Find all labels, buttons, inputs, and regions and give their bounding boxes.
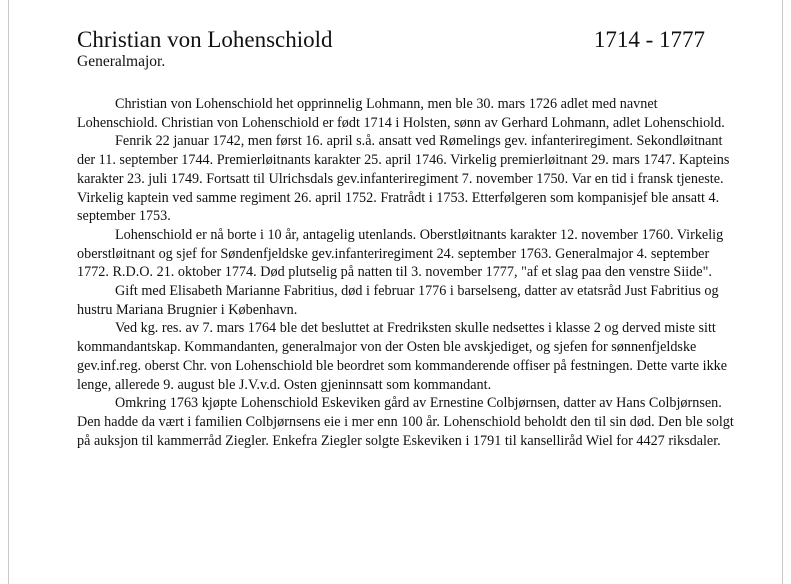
paragraph-marriage: Gift med Elisabeth Marianne Fabritius, død i februar 1776 i barselseng, datter av etatsråd Just Fabritius og hustru Mariana Brugnier i København. (77, 283, 719, 318)
life-years: 1714 - 1777 (593, 27, 705, 52)
paragraph-early-career: Fenrik 22 januar 1742, men først 16. april s.å. ansatt ved Rømelings gev. infanteriregiment. Sekondløitnant der 11. september 1744. Premierløitnants karakter 25. april 1746. Virkelig premierløitnant 29. mars 1747. Kapteins karakter 23. juli 1749. Fortsatt til Ulrichsdals gev.infanteriregiment 7. november 1750. Var en tid i fransk tjeneste. Virkelig kaptein ved samme regiment 26. april 1752. Fratrådt i 1753. Etterfølgeren som kompanisjef ble ansatt 4. september 1753. (77, 133, 730, 225)
paragraph-fredriksten: Ved kg. res. av 7. mars 1764 ble det besluttet at Fredriksten skulle nedsettes i klasse 2 og derved miste sitt kommandantskap. Kommandanten, generalmajor von der Osten ble avskjediget, og sjefen for sønnenfjeldske gev.inf.reg. oberst Chr. von Lohenschiold ble beordret som kommanderende offiser på festningen. Dette varte ikke lenge, allerede 9. august ble J.V.v.d. Osten gjeninnsatt som kommandant. (77, 320, 728, 393)
document-header (77, 26, 707, 56)
rank-title: Generalmajor. (77, 53, 166, 70)
biography-text (77, 95, 737, 450)
person-name: Christian von Lohenschiold (77, 27, 333, 52)
paragraph-later-career: Lohenschiold er nå borte i 10 år, antagelig utenlands. Oberstløitnants karakter 12. november 1760. Virkelig oberstløitnant og sjef for Søndenfjeldske gev.infanteriregiment 24. september 1763. Generalmajor 4. september 1772. R.D.O. 21. oktober 1774. Død plutselig på natten til 3. november 1777, "af et slag paa den venstre Siide". (77, 226, 724, 281)
paragraph-eskeviken: Omkring 1763 kjøpte Lohenschiold Eskeviken gård av Ernestine Colbjørnsen, datter av Hans Colbjørnsen. Den hadde da vært i familien Colbjørnsens eie i mer enn 100 år. Lohenschiold beholdt den til sin død. Den ble solgt på auksjon til kammerråd Ziegler. Enkefra Ziegler solgte Eskeviken i 1791 til kanselliråd Wiel for 4427 riksdaler. (77, 395, 734, 449)
paragraph-origin: Christian von Lohenschiold het opprinnelig Lohmann, men ble 30. mars 1726 adlet med navnet Lohenschiold. Christian von Lohenschiold er født 1714 i Holsten, sønn av Gerhard Lohmann, adlet Lohenschiold. (77, 96, 725, 131)
